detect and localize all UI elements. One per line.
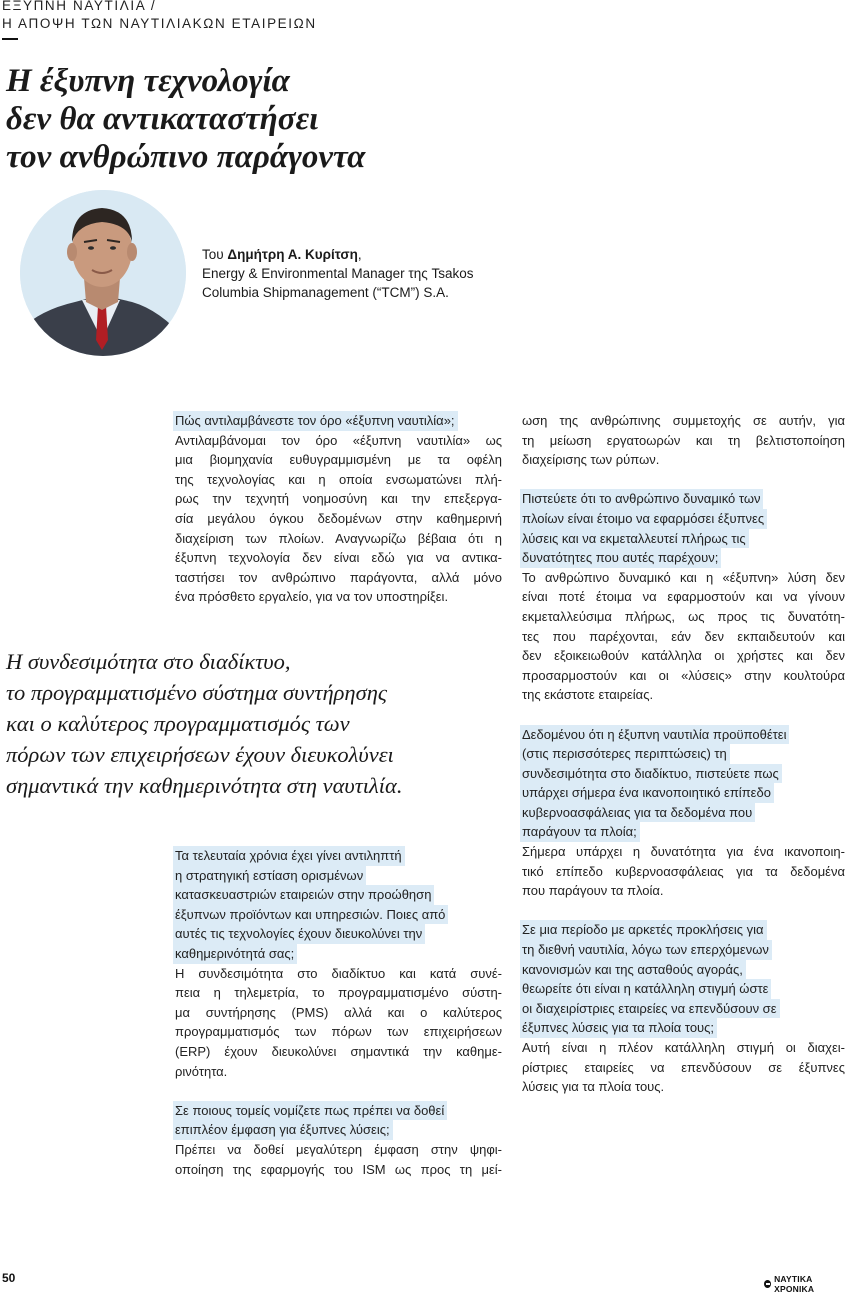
interview-question: Δεδομένου ότι η έξυπνη ναυτιλία προϋποθέτει bbox=[520, 725, 789, 745]
byline-prefix: Του bbox=[202, 247, 228, 262]
interview-question: η στρατηγική εστίαση ορισμένων bbox=[173, 866, 366, 886]
answer-line: οποίηση της εφαρμογής του ISM ως προς τη μεί- bbox=[175, 1161, 502, 1177]
answer-line: Πρέπει να δοθεί μεγαλύτερη έμφαση στην ψηφι- bbox=[175, 1141, 502, 1157]
kicker-divider bbox=[2, 38, 18, 40]
publication-brand bbox=[764, 1274, 846, 1294]
pull-quote-line: και ο καλύτερος προγραμματισμός των bbox=[6, 711, 350, 736]
interview-question: έξυπνες λύσεις για τα πλοία τους; bbox=[520, 1018, 717, 1038]
interview-question: πλοίων είναι έτοιμο να εφαρμόσει έξυπνες bbox=[520, 509, 767, 529]
answer-line: Σήμερα υπάρχει η δυνατότητα για ένα ικανοποιη- bbox=[522, 844, 845, 860]
section-kicker-line2: Η ΑΠΟΨΗ ΤΩΝ ΝΑΥΤΙΛΙΑΚΩΝ ΕΤΑΙΡΕΙΩΝ bbox=[2, 16, 317, 31]
answer-line: τες που παρέχονται, εάν δεν εκπαιδευτούν και bbox=[522, 628, 845, 644]
answer-line: διαχείριση των πλοίων. Αναγνωρίζω βέβαια ότι η bbox=[175, 530, 502, 546]
brand-name: ΝΑΥΤΙΚΑ ΧΡΟΝΙΚΑ bbox=[774, 1274, 815, 1294]
interview-question: Τα τελευταία χρόνια έχει γίνει αντιληπτή bbox=[173, 846, 405, 866]
interview-question: συνδεσιμότητα στο διαδίκτυο, πιστεύετε πως bbox=[520, 764, 782, 784]
answer-line: εκμεταλλεύσιμα πλήρως, ως προς τις δυνατότη- bbox=[522, 608, 845, 624]
byline-author-line bbox=[202, 245, 532, 264]
answer-line: είναι ποτέ έτοιμα να εφαρμοστούν και να γίνουν bbox=[522, 589, 845, 605]
interview-question: υπάρχει σήμερα ένα ικανοποιητικό επίπεδο bbox=[520, 783, 774, 803]
answer-line: Το ανθρώπινο δυναμικό και η «έξυπνη» λύση δεν bbox=[522, 569, 845, 585]
answer-line: τικό επίπεδο κυβερνοασφάλειας για τα δεδομένα bbox=[522, 863, 845, 879]
answer-line: ταστήσει τον ανθρώπινο παράγοντα, αλλά μόνο bbox=[175, 569, 502, 585]
author-name: Δημήτρη Α. Κυρίτση bbox=[227, 247, 358, 262]
interview-question: Πώς αντιλαμβάνεστε τον όρο «έξυπνη ναυτιλία»; bbox=[173, 411, 458, 431]
headline-line: Η έξυπνη τεχνολογία bbox=[6, 63, 290, 99]
interview-question: Πιστεύετε ότι το ανθρώπινο δυναμικό των bbox=[520, 489, 763, 509]
interview-question: παράγουν τα πλοία; bbox=[520, 822, 640, 842]
answer-line: έξυπνη τεχνολογία δεν είναι εδώ για να αντικα- bbox=[175, 550, 502, 566]
answer-line: Αυτή είναι η πλέον κατάλληλη στιγμή οι διαχει- bbox=[522, 1040, 845, 1055]
interview-question: θεωρείτε ότι είναι η κατάλληλη στιγμή ώστε bbox=[520, 979, 771, 999]
interview-question: (στις περισσότερες περιπτώσεις) τη bbox=[520, 744, 730, 764]
pull-quote-line: πόρων των επιχειρήσεων έχουν διευκολύνει bbox=[6, 742, 394, 767]
interview-question: τη διεθνή ναυτιλία, λόγω των επερχόμενων bbox=[520, 940, 772, 960]
answer-line: τη μείωση εργατοωρών και τη βελτιστοποίηση bbox=[522, 432, 845, 448]
answer-line: ρως την τεχνητή νοημοσύνη και την επεξεργα- bbox=[175, 491, 502, 507]
answer-line: Η συνδεσιμότητα στο διαδίκτυο και κατά συνέ- bbox=[175, 965, 502, 981]
section-kicker-line1: ΕΞΥΠΝΗ ΝΑΥΤΙΛΙΑ / bbox=[2, 0, 157, 13]
answer-line: (ERP) έχουν διευκολύνει σημαντικά την καθημε- bbox=[175, 1043, 502, 1059]
answer-line: μια βιομηχανία ευθυγραμμισμένη με τα οφέλη bbox=[175, 452, 502, 468]
answer-line: ρινότητα. bbox=[175, 1063, 228, 1079]
answer-line: πεια η τηλεμετρία, το προγραμματισμένο σύστη- bbox=[175, 985, 502, 1001]
answer-line: ρίστριες εταιρείες να επενδύσουν σε έξυπνες bbox=[522, 1059, 845, 1075]
answer-line: σία μεγάλου όγκου δεδομένων στην καθημερινή bbox=[175, 510, 502, 526]
interview-question: έξυπνων προϊόντων και υπηρεσιών. Ποιες από bbox=[173, 905, 448, 925]
answer-line: της εκάστοτε εταιρείας. bbox=[522, 687, 654, 703]
interview-question: κατασκευαστριών εταιρειών στην προώθηση bbox=[173, 885, 434, 905]
column-right bbox=[522, 411, 845, 1097]
author-role-line1: Energy & Environmental Manager της Tsakos bbox=[202, 266, 474, 281]
answer-line: προγραμματισμός των πόρων των επιχειρήσεων bbox=[175, 1024, 502, 1040]
pull-quote-line: σημαντικά την καθημερινότητα στη ναυτιλία. bbox=[6, 773, 403, 798]
answer-line: Αντιλαμβάνομαι τον όρο «έξυπνη ναυτιλία» ως bbox=[175, 432, 502, 448]
author-byline bbox=[202, 245, 532, 302]
answer-line: διαχείρισης των ρύπων. bbox=[522, 452, 660, 468]
answer-line: προσαρμοστούν και οι «λύσεις» στην κουλτούρα bbox=[522, 667, 845, 683]
interview-question: οι διαχειρίστριες εταιρείες να επενδύσουν σε bbox=[520, 999, 780, 1019]
pull-quote-line: το προγραμματισμένο σύστημα συντήρησης bbox=[6, 680, 387, 705]
author-role-line2: Columbia Shipmanagement (“TCM”) S.A. bbox=[202, 285, 449, 300]
interview-question: δυνατότητες που αυτές παρέχουν; bbox=[520, 548, 721, 568]
interview-question: επιπλέον έμφαση για έξυπνες λύσεις; bbox=[173, 1120, 393, 1140]
pull-quote bbox=[6, 646, 486, 801]
interview-question: αυτές τις τεχνολογίες έχουν διευκολύνει την bbox=[173, 924, 425, 944]
interview-question: Σε ποιους τομείς νομίζετε πως πρέπει να δοθεί bbox=[173, 1101, 447, 1121]
answer-line: ένα πρόσθετο εργαλείο, για να τον υποστηρίξει. bbox=[175, 589, 449, 605]
page-number: 50 bbox=[2, 1271, 16, 1285]
author-photo bbox=[20, 190, 186, 356]
interview-question: κυβερνοασφάλειας για τα δεδομένα που bbox=[520, 803, 755, 823]
answer-line: ωση της ανθρώπινης συμμετοχής σε αυτήν, για bbox=[522, 413, 845, 428]
interview-question: καθημερινότητά σας; bbox=[173, 944, 297, 964]
article-headline bbox=[6, 62, 526, 176]
headline-line: δεν θα αντικαταστήσει bbox=[6, 101, 319, 137]
interview-question: λύσεις και να εκμεταλλευτεί πλήρως τις bbox=[520, 529, 749, 549]
answer-line: της τεχνολογίας και η οποία ενσωματώνει πλή- bbox=[175, 471, 502, 487]
byline-suffix: , bbox=[357, 247, 362, 262]
brand-logo-icon bbox=[764, 1280, 771, 1288]
pull-quote-line: Η συνδεσιμότητα στο διαδίκτυο, bbox=[6, 649, 291, 674]
column-left-bottom bbox=[175, 846, 502, 1179]
headline-line: τον ανθρώπινο παράγοντα bbox=[6, 139, 366, 175]
answer-line: μα συντήρησης (PMS) αλλά και ο καλύτερος bbox=[175, 1004, 502, 1020]
answer-line: που παράγουν τα πλοία. bbox=[522, 883, 664, 899]
interview-question: Σε μια περίοδο με αρκετές προκλήσεις για bbox=[520, 920, 767, 940]
answer-line: δεν εξοικειωθούν κατάλληλα οι χρήστες και δεν bbox=[522, 648, 845, 664]
interview-question: κανονισμών και της ασταθούς αγοράς, bbox=[520, 960, 746, 980]
column-left-top bbox=[175, 411, 502, 607]
answer-line: λύσεις για τα πλοία τους. bbox=[522, 1079, 665, 1095]
